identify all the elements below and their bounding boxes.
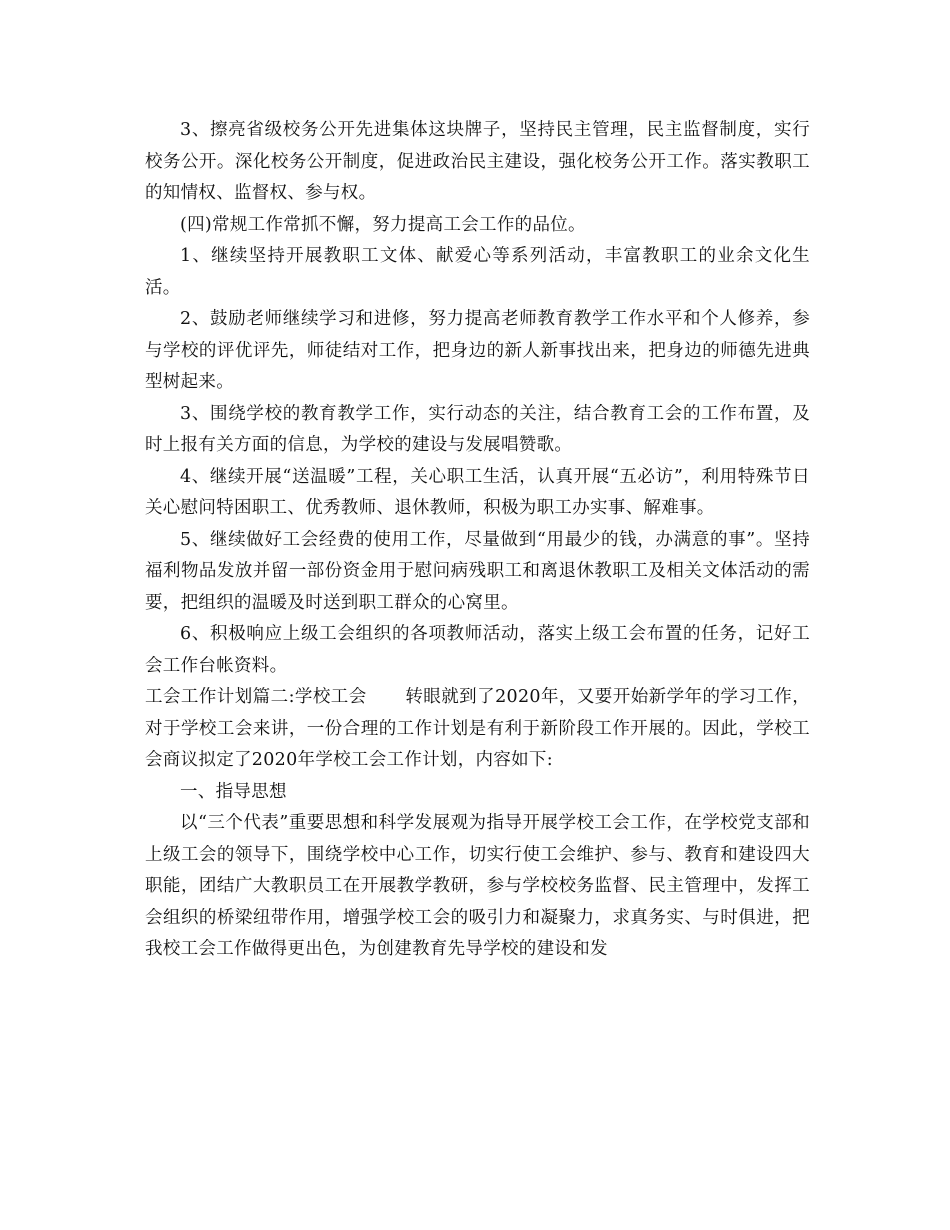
paragraph-item-3-information: 3、围绕学校的教育教学工作，实行动态的关注，结合教育工会的工作布置，及时上报有关方面的信息，为学校的建设与发展唱赞歌。 bbox=[145, 403, 810, 455]
paragraph-item-2-training: 2、鼓励老师继续学习和进修，努力提高老师教育教学工作水平和个人修养，参与学校的评优评先，师徒结对工作，把身边的新人新事找出来，把身边的师德先进典型树起来。 bbox=[145, 309, 810, 392]
section-two-intro-text: 转眼就到了2020年，又要开始新学年的学习工作，对于学校工会来讲，一份合理的工作计划是有利于新阶段工作开展的。因此，学校工会商议拟定了2020年学校工会工作计划，内容如下: bbox=[145, 687, 811, 770]
section-four-heading: (四)常规工作常抓不懈，努力提高工会工作的品位。 bbox=[180, 214, 586, 235]
paragraph-item-1-activities: 1、继续坚持开展教职工文体、献爱心等系列活动，丰富教职工的业余文化生活。 bbox=[145, 246, 810, 298]
paragraph-item-4-warmth: 4、继续开展“送温暖”工程，关心职工生活，认真开展“五必访”，利用特殊节日关心慰问特困职工、优秀教师、退休教师，积极为职工办实事、解难事。 bbox=[145, 466, 810, 518]
section-two-heading: 工会工作计划篇二:学校工会 bbox=[145, 687, 367, 707]
paragraph-item-3-publicity: 3、擦亮省级校务公开先进集体这块牌子，坚持民主管理，民主监督制度，实行校务公开。深化校务公开制度，促进政治民主建设，强化校务公开工作。落实教职工的知情权、监督权、参与权。 bbox=[145, 120, 810, 203]
section-two-intro bbox=[145, 682, 810, 777]
guideline-heading: 一、指导思想 bbox=[180, 781, 287, 802]
paragraph-item-5-funds: 5、继续做好工会经费的使用工作，尽量做到“用最少的钱，办满意的事”。坚持福利物品发放并留一部份资金用于慰问病残职工和离退休教职工及相关文体活动的需要，把组织的温暖及时送到职工群众的心窝里。 bbox=[145, 529, 810, 613]
document-page bbox=[145, 115, 810, 966]
paragraph-item-6-records: 6、积极响应上级工会组织的各项教师活动，落实上级工会布置的任务，记好工会工作台帐资料。 bbox=[145, 624, 810, 676]
guideline-paragraph: 以“三个代表”重要思想和科学发展观为指导开展学校工会工作，在学校党支部和上级工会的领导下，围绕学校中心工作，切实行使工会维护、参与、教育和建设四大职能，团结广大教职员工在开展教学教研，参与学校校务监督、民主管理中，发挥工会组织的桥梁纽带作用，增强学校工会的吸引力和凝聚力，求真务实、与时俱进，把我校工会工作做得更出色，为创建教育先导学校的建设和发 bbox=[145, 813, 810, 959]
